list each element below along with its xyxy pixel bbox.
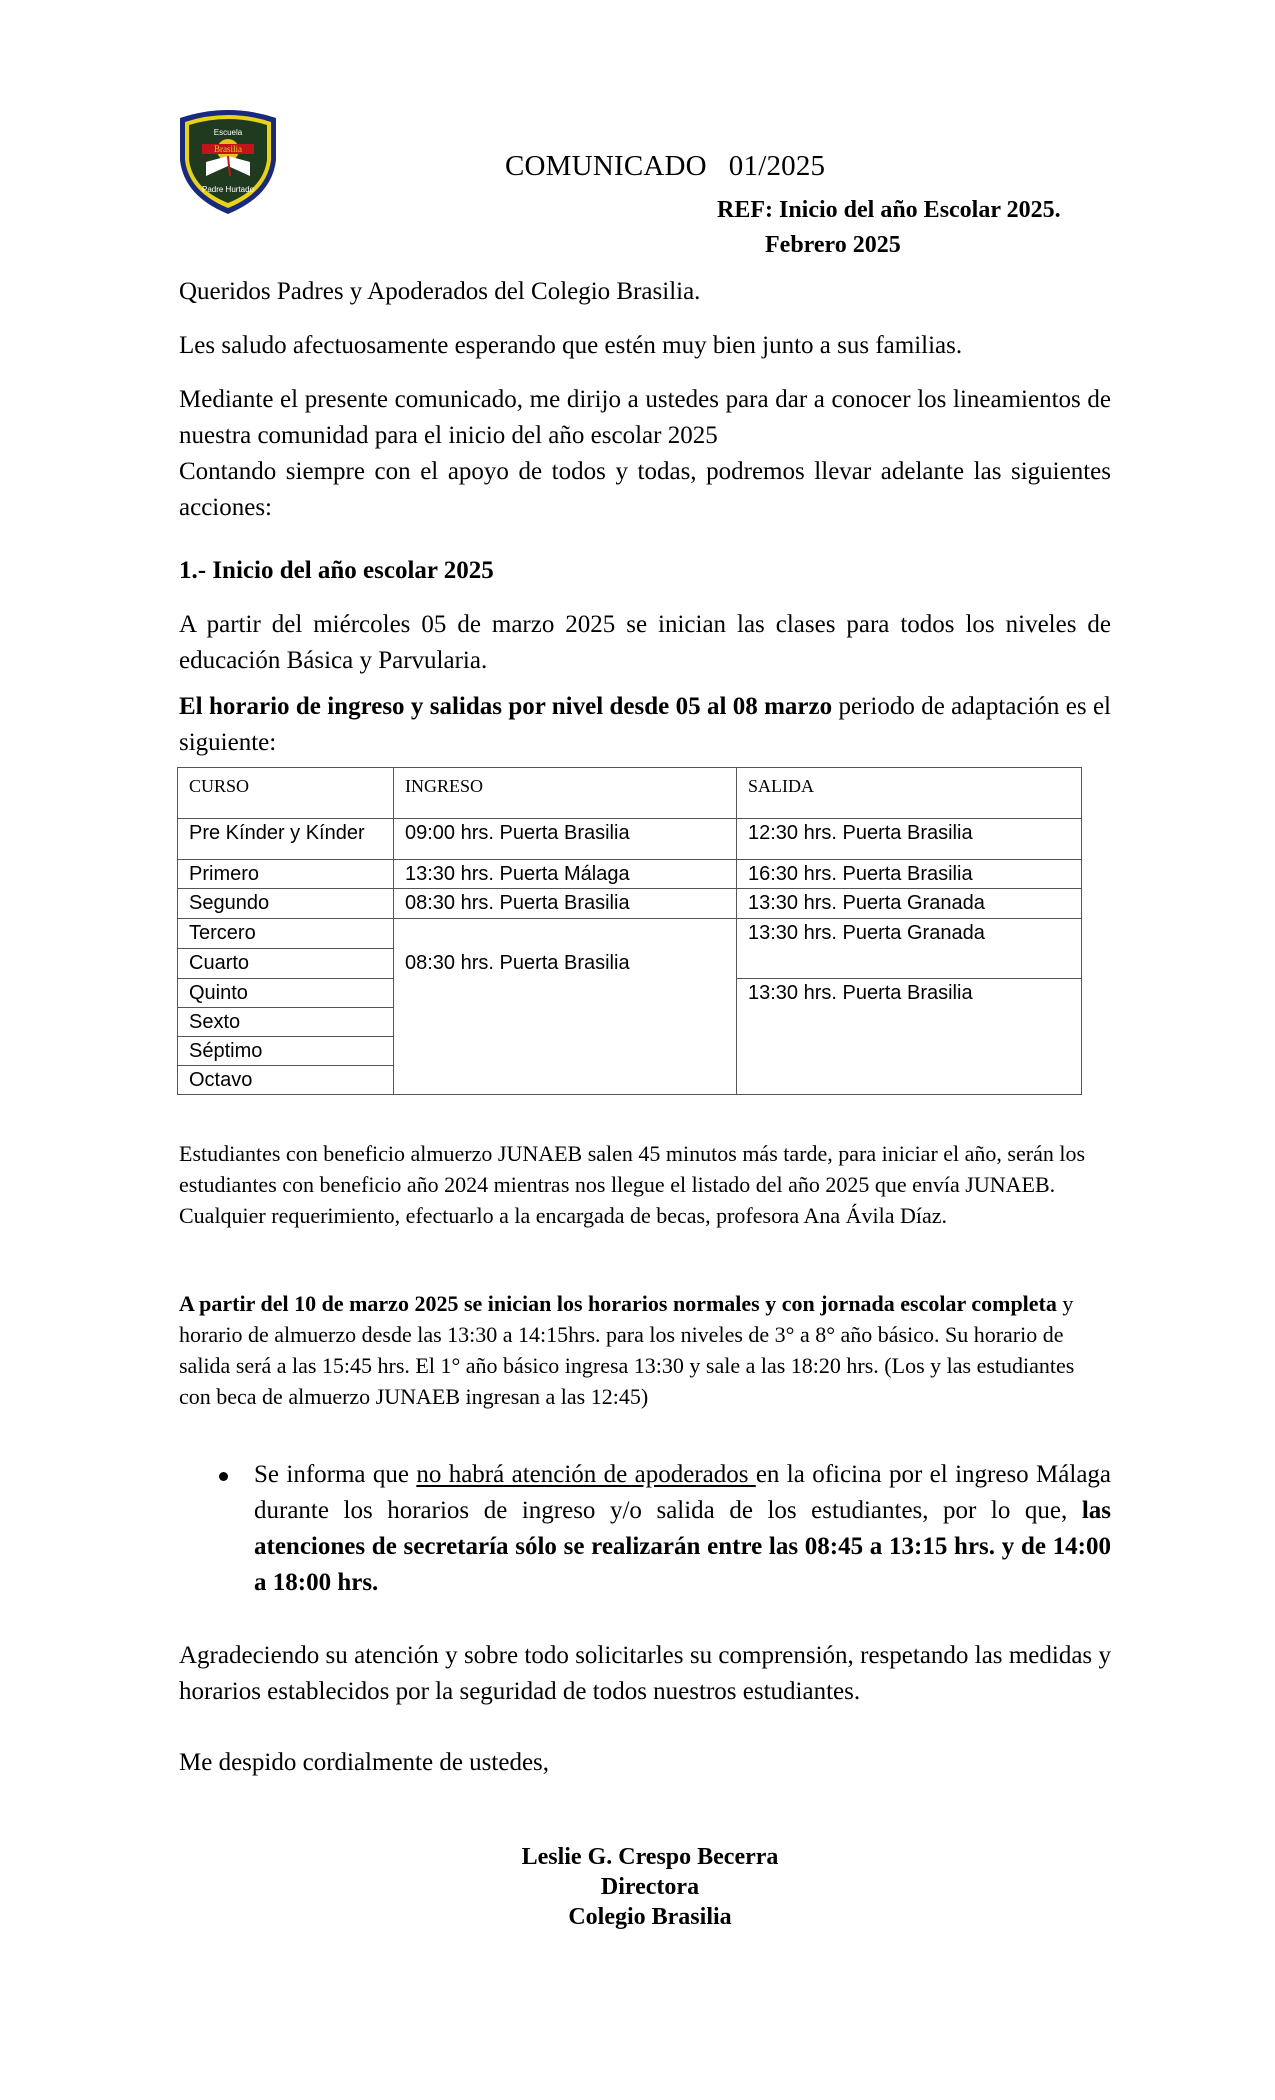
table-row bbox=[178, 819, 1082, 860]
section-1-heading: 1.- Inicio del año escolar 2025 bbox=[179, 557, 494, 584]
header-curso: CURSO bbox=[178, 768, 394, 819]
schedule-intro-rest: periodo de adaptación es el siguiente: bbox=[179, 693, 1112, 756]
reference-line: REF: Inicio del año Escolar 2025. bbox=[717, 197, 1061, 223]
schedule-intro-bold: El horario de ingreso y salidas por nivel desde 05 al 08 marzo bbox=[179, 693, 833, 720]
normal-schedule-rest: y horario de almuerzo desde las 13:30 a 14:15hrs. para los niveles de 3° a 8° año básico. Su horario de salida será a las 15:45 hrs. El 1° año básico ingresa 13:30 y sale a las 18:20 hrs. (Los y las estudiantes con beca de almuerzo JUNAEB ingresan a las 12:45) bbox=[179, 1291, 1075, 1409]
logo-bottom-text: Padre Hurtado bbox=[201, 185, 255, 194]
header-salida: SALIDA bbox=[737, 768, 1082, 819]
farewell: Me despido cordialmente de ustedes, bbox=[179, 1749, 550, 1776]
cell-salida-merged-3-4: 13:30 hrs. Puerta Granada bbox=[737, 919, 1082, 979]
signature-org: Colegio Brasilia bbox=[568, 1904, 732, 1930]
logo-top-text: Escuela bbox=[213, 128, 243, 137]
cell-curso: Tercero bbox=[178, 919, 394, 949]
title-label: COMUNICADO bbox=[505, 150, 707, 182]
table-row bbox=[178, 860, 1082, 889]
salute: Les saludo afectuosamente esperando que estén muy bien junto a sus familias. bbox=[179, 332, 963, 359]
cell-ingreso: 09:00 hrs. Puerta Brasilia bbox=[394, 819, 737, 860]
bullet-pre: Se informa que bbox=[254, 1461, 417, 1488]
bullet-icon bbox=[219, 1472, 228, 1481]
cell-ingreso: 08:30 hrs. Puerta Brasilia bbox=[394, 889, 737, 919]
cell-salida: 16:30 hrs. Puerta Brasilia bbox=[737, 860, 1082, 889]
signature-block bbox=[400, 1842, 900, 1932]
table-row bbox=[178, 889, 1082, 919]
cell-curso: Quinto bbox=[178, 979, 394, 1008]
bullet-underlined: no habrá atención de apoderados bbox=[416, 1461, 756, 1488]
cell-ingreso: 13:30 hrs. Puerta Málaga bbox=[394, 860, 737, 889]
cell-curso: Primero bbox=[178, 860, 394, 889]
cell-curso: Sexto bbox=[178, 1008, 394, 1037]
school-crest-icon bbox=[172, 104, 284, 216]
logo-banner-text: Brasilia bbox=[214, 144, 242, 154]
document-date: Febrero 2025 bbox=[765, 232, 901, 258]
title-number: 01/2025 bbox=[728, 150, 826, 182]
cell-curso: Pre Kínder y Kínder bbox=[178, 819, 394, 860]
normal-schedule-bold: A partir del 10 de marzo 2025 se inician los horarios normales y con jornada escolar completa bbox=[179, 1291, 1057, 1316]
intro-paragraph-2: Contando siempre con el apoyo de todos y todas, podremos llevar adelante las siguientes acciones: bbox=[179, 458, 1111, 521]
bullet-mid: en la oficina por el ingreso Málaga durante los horarios de ingreso y/o salida de los estudiantes, por lo que, bbox=[254, 1461, 1112, 1524]
cell-curso: Octavo bbox=[178, 1066, 394, 1095]
section-1-paragraph: A partir del miércoles 05 de marzo 2025 se inician las clases para todos los niveles de educación Básica y Parvularia. bbox=[179, 611, 1111, 674]
signature-name: Leslie G. Crespo Becerra bbox=[521, 1844, 779, 1870]
normal-schedule-paragraph bbox=[179, 1288, 1111, 1412]
cell-ingreso-merged: 08:30 hrs. Puerta Brasilia bbox=[394, 919, 737, 1095]
schedule-intro bbox=[179, 689, 1111, 761]
cell-curso: Segundo bbox=[178, 889, 394, 919]
greeting: Queridos Padres y Apoderados del Colegio Brasilia. bbox=[179, 278, 701, 305]
intro-paragraph: Mediante el presente comunicado, me dirijo a ustedes para dar a conocer los lineamientos de nuestra comunidad para el inicio del año escolar 2025 bbox=[179, 386, 1111, 449]
table-row bbox=[178, 919, 1082, 949]
header-ingreso: INGRESO bbox=[394, 768, 737, 819]
document-title bbox=[505, 150, 825, 183]
schedule-table bbox=[177, 767, 1082, 1095]
cell-curso: Séptimo bbox=[178, 1037, 394, 1066]
cell-salida: 13:30 hrs. Puerta Granada bbox=[737, 889, 1082, 919]
school-logo bbox=[172, 104, 284, 216]
table-header-row bbox=[178, 768, 1082, 819]
closing-paragraph: Agradeciendo su atención y sobre todo solicitarles su comprensión, respetando las medidas y horarios establecidos por la seguridad de todos nuestros estudiantes. bbox=[179, 1642, 1111, 1705]
junaeb-paragraph: Estudiantes con beneficio almuerzo JUNAEB salen 45 minutos más tarde, para iniciar el año, serán los estudiantes con beneficio año 2024 mientras nos llegue el listado del año 2025 que envía JUNAEB. Cualquier requerimiento, efectuarlo a la encargada de becas, profesora Ana Ávila Díaz. bbox=[179, 1141, 1086, 1228]
bullet-bold: las atenciones de secretaría sólo se realizarán entre las 08:45 a 13:15 hrs. y de 14:00 a 18:00 hrs. bbox=[254, 1497, 1111, 1596]
office-notice-bullet bbox=[254, 1457, 1111, 1601]
signature-role: Directora bbox=[600, 1874, 700, 1900]
cell-salida-merged-5-8: 13:30 hrs. Puerta Brasilia bbox=[737, 979, 1082, 1095]
cell-curso: Cuarto bbox=[178, 949, 394, 979]
cell-salida: 12:30 hrs. Puerta Brasilia bbox=[737, 819, 1082, 860]
